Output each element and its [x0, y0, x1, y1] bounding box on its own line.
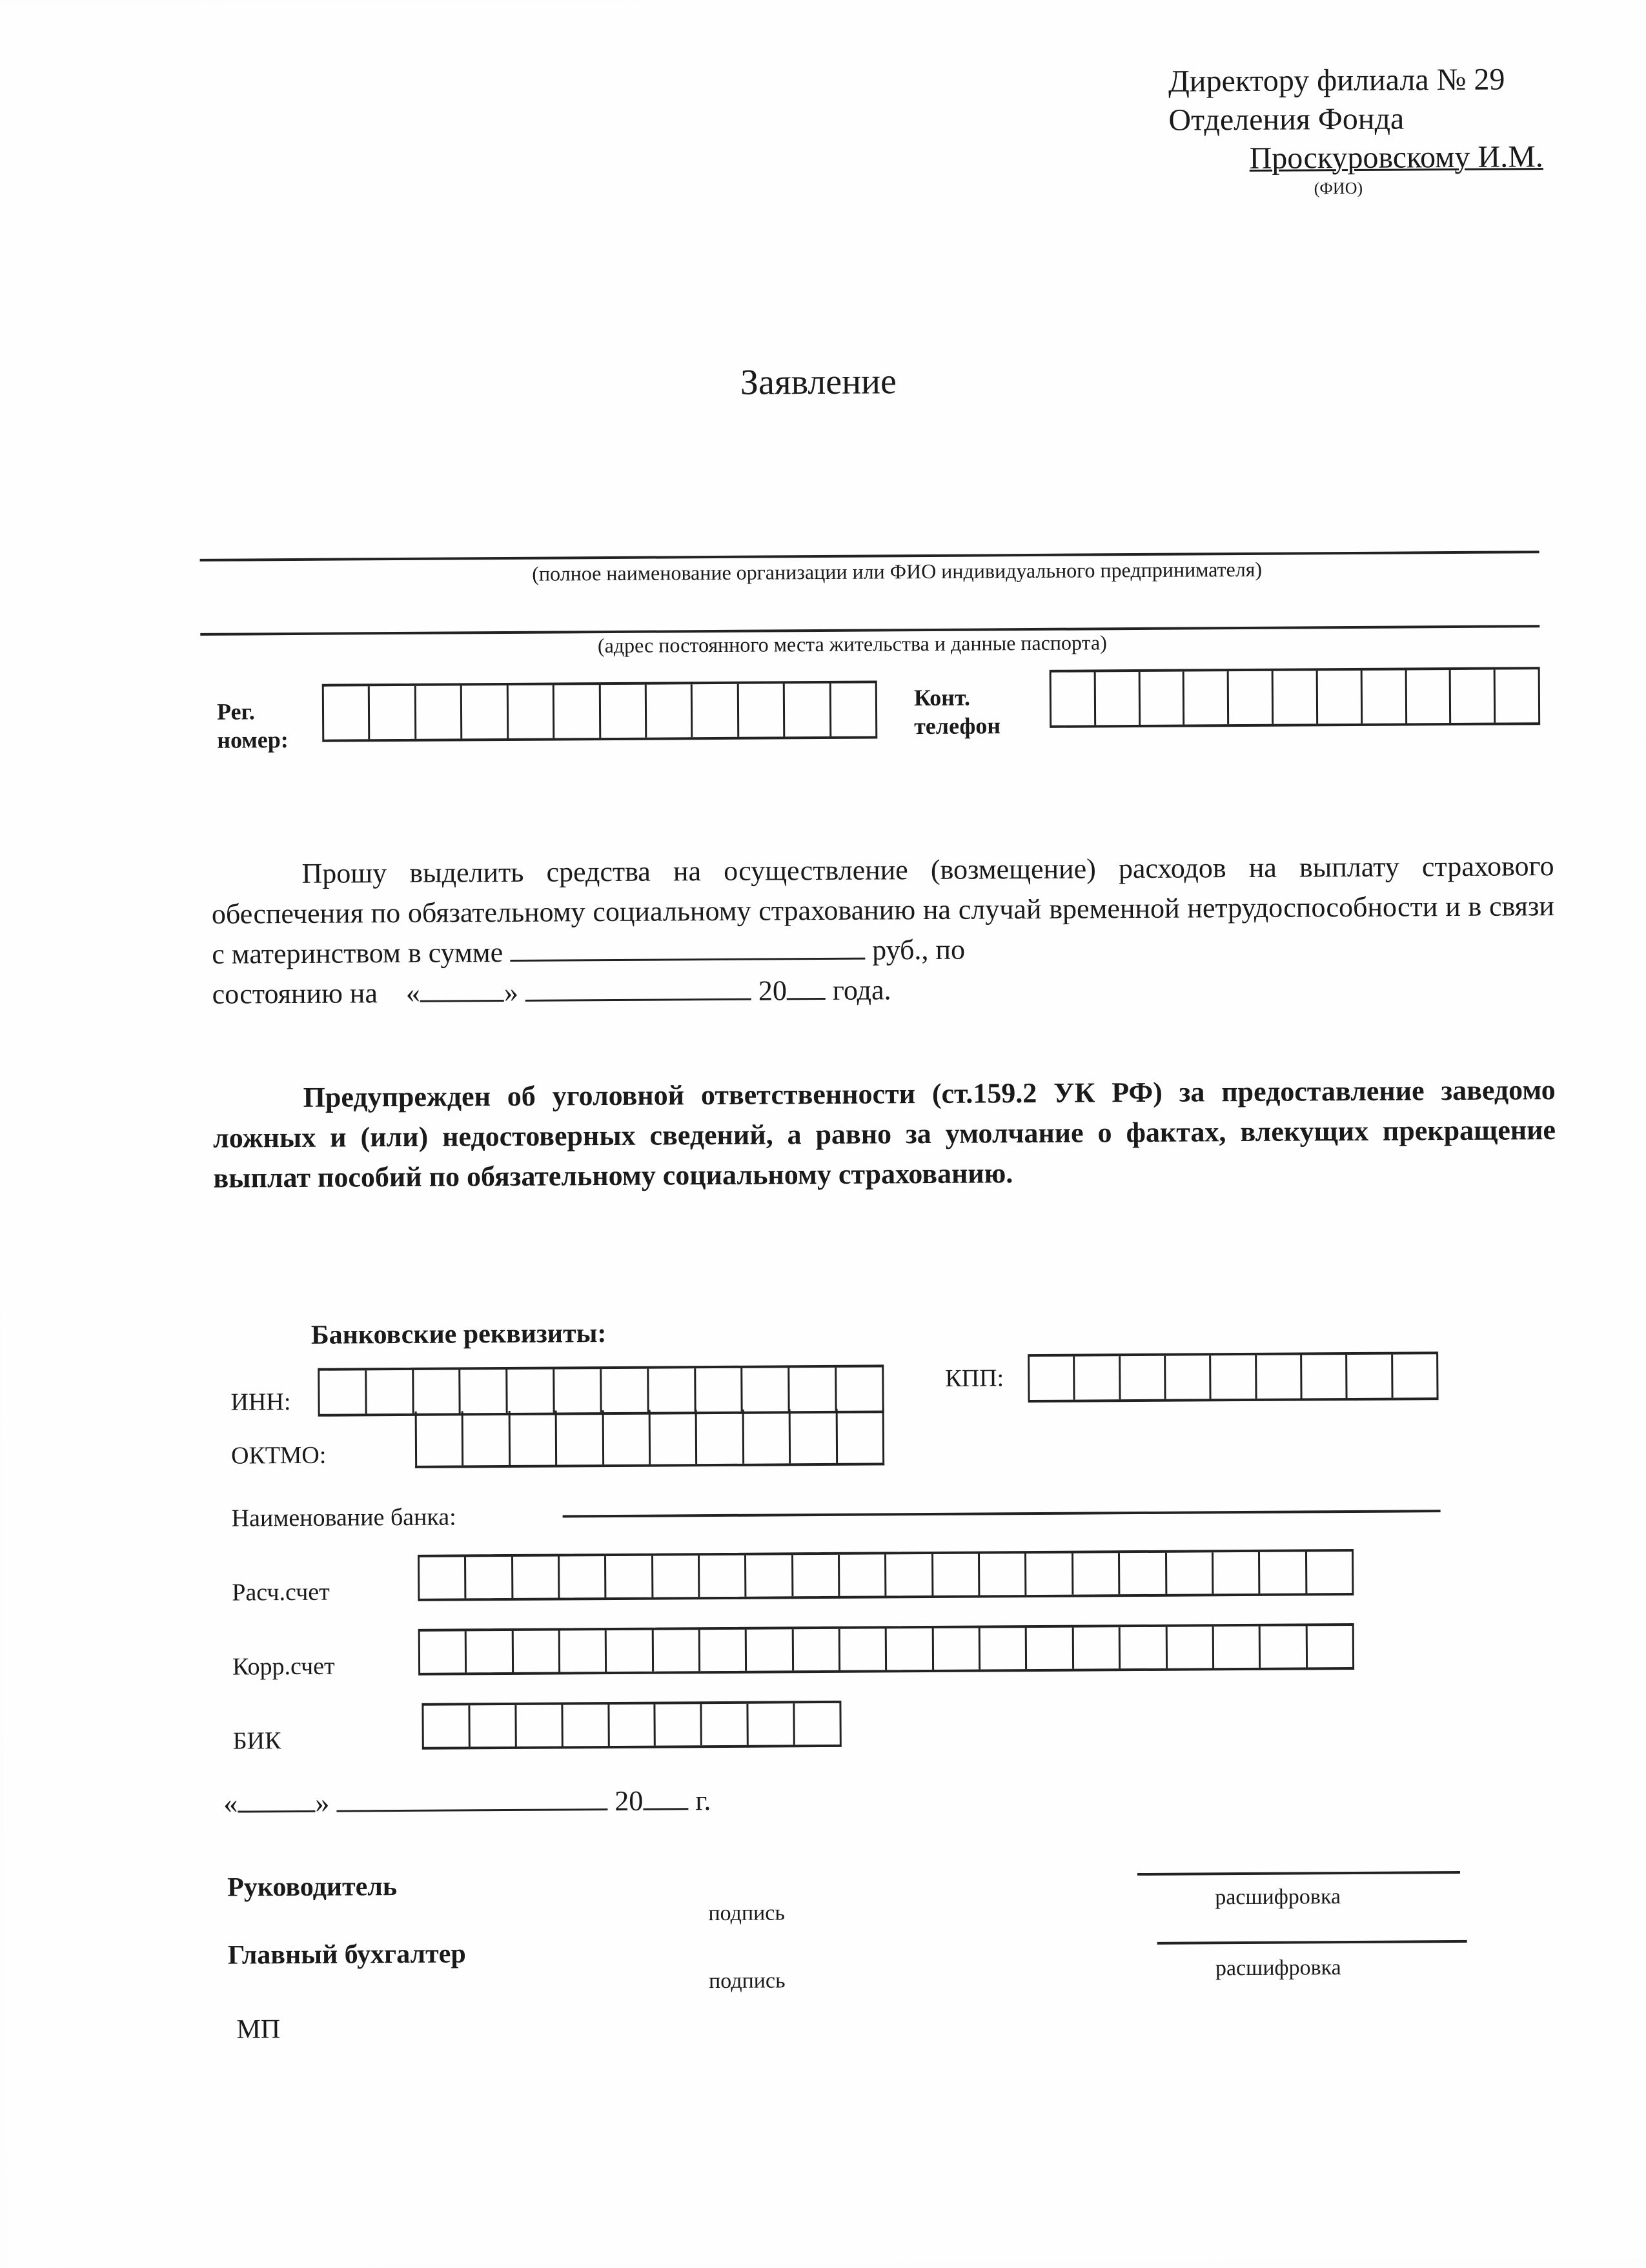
input-cell[interactable] — [1030, 1357, 1075, 1400]
input-cell[interactable] — [600, 685, 647, 738]
input-cell[interactable] — [1211, 1355, 1257, 1399]
date-year-suffix: г. — [695, 1785, 711, 1817]
corr-account-label: Корр.счет — [232, 1652, 335, 1681]
input-cell[interactable] — [743, 1368, 790, 1411]
addressee-line-1: Директору филиала № 29 — [1168, 62, 1505, 99]
stamp-place: МП — [236, 2014, 281, 2045]
input-cell[interactable] — [420, 1631, 467, 1672]
input-cell[interactable] — [747, 1629, 794, 1670]
head-decode-field[interactable] — [1137, 1871, 1460, 1876]
reg-label-line-1: Рег. — [216, 698, 255, 725]
input-cell[interactable] — [1184, 671, 1229, 724]
input-cell[interactable] — [887, 1628, 934, 1670]
input-cell[interactable] — [557, 1410, 604, 1464]
addressee-block — [1168, 60, 1543, 179]
input-cell[interactable] — [696, 1368, 743, 1412]
request-year-field[interactable] — [787, 972, 826, 1000]
input-cell[interactable] — [606, 1556, 653, 1597]
input-cell[interactable] — [604, 1410, 651, 1464]
org-name-caption: (полное наименование организации или ФИО индивидуального предпринимателя) — [532, 557, 1263, 585]
input-cell[interactable] — [647, 684, 693, 737]
input-cell[interactable] — [693, 684, 739, 737]
input-cell[interactable] — [980, 1554, 1027, 1595]
input-cell[interactable] — [1257, 1355, 1303, 1398]
input-cell[interactable] — [554, 1369, 602, 1412]
document-title: Заявление — [740, 361, 897, 403]
head-label: Руководитель — [227, 1872, 398, 1903]
request-paragraph — [211, 846, 1554, 1015]
input-cell[interactable] — [560, 1630, 607, 1672]
input-cell[interactable] — [1166, 1355, 1212, 1399]
date-line — [223, 1782, 711, 1820]
input-cell[interactable] — [423, 1705, 470, 1747]
date-month-field[interactable] — [336, 1783, 607, 1812]
input-cell[interactable] — [602, 1369, 649, 1412]
bik-label: БИК — [232, 1727, 281, 1755]
request-month-field[interactable] — [525, 973, 751, 1002]
input-cell[interactable] — [1074, 1627, 1121, 1668]
input-cell[interactable] — [1075, 1356, 1121, 1399]
phone-label-line-1: Конт. — [913, 684, 971, 711]
reg-label-line-2: номер: — [217, 727, 289, 753]
input-cell[interactable] — [508, 685, 554, 738]
input-cell[interactable] — [420, 1557, 467, 1598]
input-cell[interactable] — [370, 686, 416, 739]
date-year-prefix: 20 — [615, 1785, 644, 1817]
reg-number-cells[interactable] — [322, 680, 878, 742]
input-cell[interactable] — [417, 1411, 464, 1465]
input-cell[interactable] — [1318, 671, 1363, 724]
input-cell[interactable] — [508, 1370, 555, 1413]
input-cell[interactable] — [563, 1705, 609, 1746]
input-cell[interactable] — [739, 683, 786, 736]
input-cell[interactable] — [513, 1631, 560, 1672]
input-cell[interactable] — [1095, 672, 1140, 725]
input-cell[interactable] — [1121, 1627, 1168, 1668]
input-cell[interactable] — [785, 683, 831, 736]
input-cell[interactable] — [1274, 671, 1318, 724]
input-cell[interactable] — [886, 1554, 933, 1595]
kpp-label: КПП: — [945, 1364, 1004, 1392]
input-cell[interactable] — [700, 1630, 747, 1671]
input-cell[interactable] — [1073, 1553, 1121, 1594]
year-suffix: года. — [832, 974, 891, 1006]
input-cell[interactable] — [1229, 671, 1274, 724]
phone-label-line-2: телефон — [914, 713, 1001, 740]
input-cell[interactable] — [793, 1629, 840, 1670]
input-cell[interactable] — [795, 1703, 840, 1745]
year-prefix: 20 — [758, 975, 787, 1007]
liability-warning: Предупрежден об уголовной ответственности (ст.159.2 УК РФ) за предоставление заведомо ложных и (или) недостоверных сведений, а равно за умолчание о фактах, влекущих прекращение выплат пособий по обязательному социальному страхованию. — [212, 1074, 1556, 1194]
quote-open: « — [405, 977, 421, 1009]
input-cell[interactable] — [1302, 1355, 1348, 1398]
phone-label — [914, 683, 1001, 740]
input-cell[interactable] — [653, 1555, 700, 1597]
input-cell[interactable] — [1027, 1628, 1074, 1669]
state-on-text: состоянию на — [212, 977, 378, 1010]
input-cell[interactable] — [1496, 669, 1538, 722]
date-quote-open: « — [223, 1787, 238, 1819]
input-cell[interactable] — [1393, 1354, 1437, 1397]
input-cell[interactable] — [793, 1555, 840, 1596]
input-cell[interactable] — [324, 686, 371, 739]
rub-text: руб., по — [872, 933, 966, 966]
input-cell[interactable] — [933, 1554, 980, 1595]
input-cell[interactable] — [1166, 1552, 1214, 1594]
input-cell[interactable] — [790, 1368, 837, 1411]
input-cell[interactable] — [653, 1630, 700, 1671]
bank-name-label: Наименование банка: — [231, 1503, 456, 1532]
head-signature-caption: подпись — [708, 1901, 786, 1926]
date-year-field[interactable] — [643, 1782, 688, 1810]
input-cell[interactable] — [656, 1704, 702, 1745]
input-cell[interactable] — [320, 1370, 367, 1413]
input-cell[interactable] — [831, 683, 875, 736]
date-quote-close: » — [315, 1787, 330, 1819]
address-caption: (адрес постоянного места жительства и данные паспорта) — [597, 631, 1107, 658]
input-cell[interactable] — [749, 1703, 795, 1745]
input-cell[interactable] — [467, 1631, 514, 1672]
input-cell[interactable] — [461, 1370, 508, 1413]
bank-details-heading: Банковские реквизиты: — [310, 1319, 607, 1350]
account-cells[interactable] — [418, 1549, 1354, 1601]
input-cell[interactable] — [697, 1410, 744, 1464]
accountant-decode-field[interactable] — [1157, 1940, 1467, 1945]
input-cell[interactable] — [1214, 1552, 1261, 1594]
input-cell[interactable] — [837, 1367, 882, 1410]
input-cell[interactable] — [609, 1705, 656, 1746]
input-cell[interactable] — [1214, 1626, 1261, 1668]
kpp-cells[interactable] — [1028, 1352, 1438, 1402]
reg-number-label — [217, 697, 289, 754]
account-label: Расч.счет — [232, 1578, 330, 1606]
oktmo-label: ОКТМО: — [230, 1441, 327, 1470]
input-cell[interactable] — [1121, 1356, 1166, 1399]
input-cell[interactable] — [1307, 1626, 1352, 1667]
input-cell[interactable] — [607, 1630, 654, 1672]
input-cell[interactable] — [746, 1555, 793, 1596]
input-cell[interactable] — [462, 685, 509, 738]
addressee-name: Проскуровскому И.М. — [1249, 139, 1543, 176]
input-cell[interactable] — [744, 1409, 791, 1463]
accountant-decode-caption: расшифровка — [1215, 1956, 1341, 1981]
input-cell[interactable] — [1407, 670, 1451, 723]
input-cell[interactable] — [470, 1705, 516, 1747]
input-cell[interactable] — [933, 1628, 980, 1670]
corr-account-cells[interactable] — [418, 1623, 1354, 1676]
bank-name-field[interactable] — [563, 1510, 1441, 1517]
input-cell[interactable] — [510, 1411, 557, 1465]
request-day-field[interactable] — [420, 974, 504, 1002]
input-cell[interactable] — [1140, 672, 1184, 725]
input-cell[interactable] — [554, 685, 601, 738]
input-cell[interactable] — [560, 1556, 607, 1597]
input-cell[interactable] — [1167, 1626, 1214, 1668]
input-cell[interactable] — [980, 1628, 1028, 1669]
input-cell[interactable] — [702, 1704, 749, 1745]
input-cell[interactable] — [1362, 670, 1407, 723]
head-decode-caption: расшифровка — [1215, 1885, 1341, 1910]
quote-close: » — [503, 976, 519, 1009]
request-text: Прошу выделить средства на осуществление (возмещение) расходов на выплату страхового обеспечения по обязательному социальному страхованию на случай временной нетрудоспособности и в связи с материнством в сумме — [211, 850, 1555, 970]
input-cell[interactable] — [367, 1370, 414, 1413]
input-cell[interactable] — [700, 1555, 747, 1597]
accountant-signature-caption: подпись — [708, 1969, 786, 1994]
input-cell[interactable] — [649, 1368, 696, 1412]
input-cell[interactable] — [1451, 670, 1496, 723]
input-cell[interactable] — [416, 685, 463, 738]
bik-cells[interactable] — [422, 1701, 841, 1750]
input-cell[interactable] — [791, 1409, 838, 1463]
input-cell[interactable] — [837, 1408, 882, 1463]
fio-caption: (ФИО) — [1314, 178, 1363, 198]
addressee-line-2: Отделения Фонда — [1168, 101, 1405, 137]
input-cell[interactable] — [1307, 1552, 1352, 1593]
input-cell[interactable] — [1120, 1553, 1167, 1594]
input-cell[interactable] — [840, 1554, 887, 1595]
input-cell[interactable] — [1347, 1355, 1393, 1398]
input-cell[interactable] — [1261, 1626, 1308, 1667]
oktmo-cells[interactable] — [415, 1408, 885, 1468]
phone-cells[interactable] — [1050, 667, 1541, 728]
inn-label: ИНН: — [230, 1388, 291, 1416]
input-cell[interactable] — [1026, 1554, 1073, 1595]
input-cell[interactable] — [466, 1557, 513, 1598]
date-day-field[interactable] — [238, 1785, 315, 1813]
input-cell[interactable] — [651, 1410, 698, 1464]
input-cell[interactable] — [414, 1370, 461, 1413]
input-cell[interactable] — [1052, 672, 1096, 725]
accountant-label: Главный бухгалтер — [227, 1939, 466, 1970]
input-cell[interactable] — [463, 1411, 511, 1465]
input-cell[interactable] — [513, 1557, 560, 1598]
input-cell[interactable] — [840, 1628, 888, 1670]
amount-field[interactable] — [510, 932, 865, 962]
input-cell[interactable] — [1260, 1552, 1307, 1593]
input-cell[interactable] — [516, 1705, 563, 1746]
